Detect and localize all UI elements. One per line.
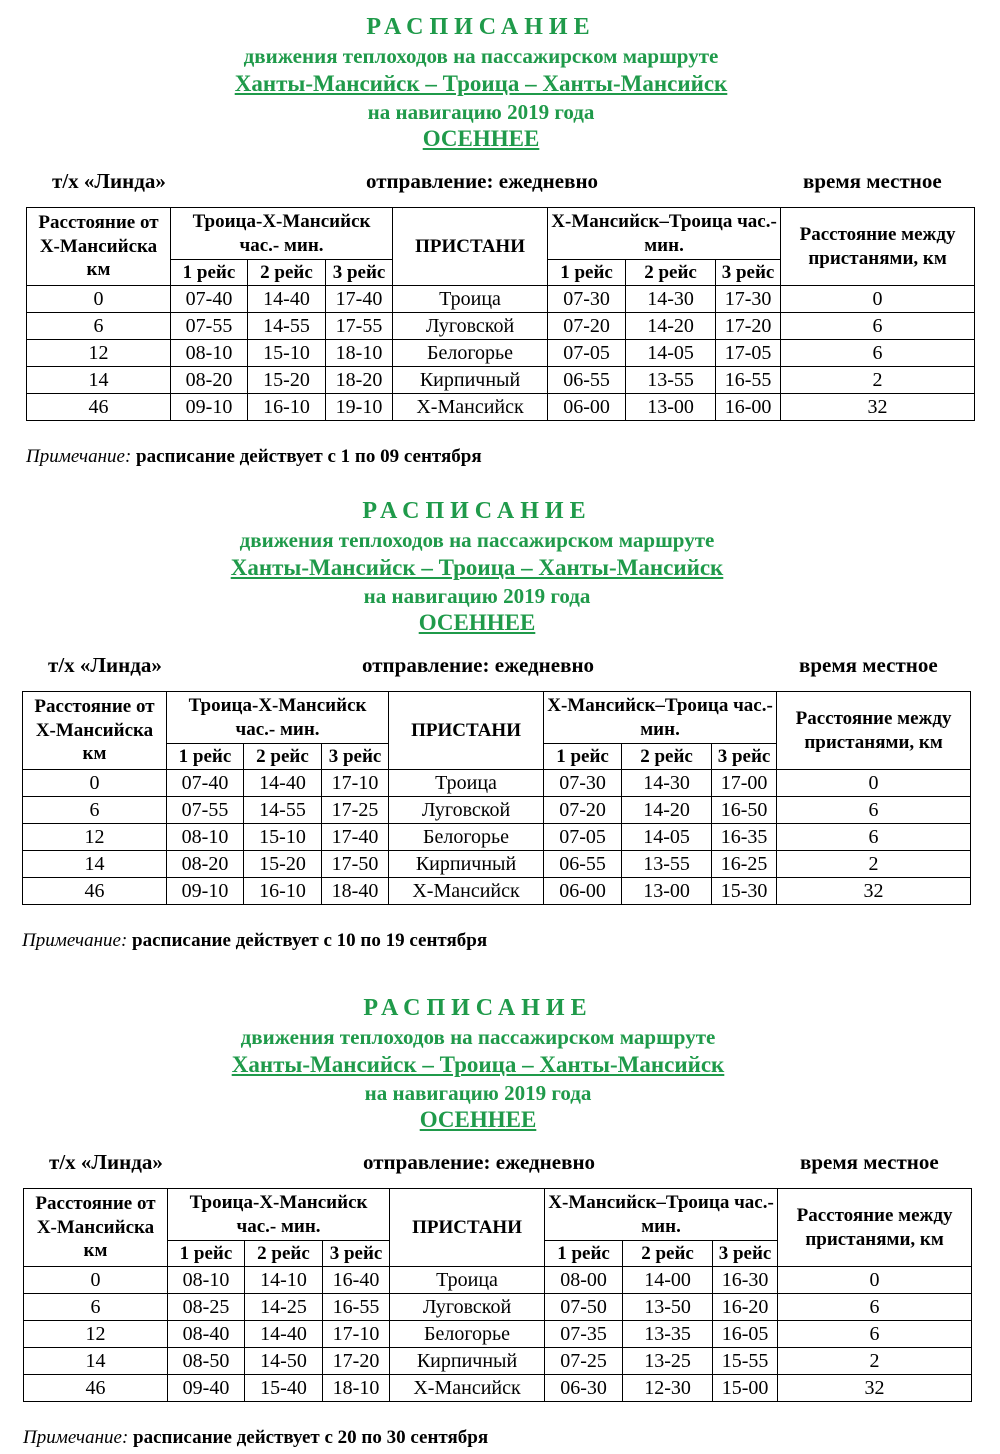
row-trip1-to-khm: 07-40: [171, 286, 248, 313]
row-trip2-to-khm: 14-25: [245, 1294, 323, 1321]
row-distance-between: 32: [778, 1375, 972, 1402]
row-trip2-to-troitsa: 14-00: [623, 1267, 713, 1294]
header-trip-3: 3 рейс: [322, 744, 389, 770]
table-row: [24, 1321, 972, 1348]
row-distance-between: 6: [778, 1294, 972, 1321]
row-trip2-to-khm: 15-10: [248, 340, 326, 367]
row-pier-name: Х-Мансийск: [390, 1375, 545, 1402]
row-distance-between: 2: [781, 367, 975, 394]
row-trip1-to-khm: 09-40: [168, 1375, 245, 1402]
table-row: [23, 824, 971, 851]
schedule-title: РАСПИСАНИЕ: [363, 995, 593, 1021]
row-trip3-to-khm: 17-25: [322, 797, 389, 824]
row-trip2-to-khm: 14-55: [244, 797, 322, 824]
navigation-year: на навигацию 2019 года: [367, 100, 595, 124]
row-trip3-to-khm: 17-10: [323, 1321, 390, 1348]
table-row: [23, 770, 971, 797]
header-trip-1: 1 рейс: [544, 744, 622, 770]
row-trip3-to-troitsa: 16-35: [712, 824, 777, 851]
row-trip1-to-troitsa: 07-30: [548, 286, 626, 313]
table-row: [27, 286, 975, 313]
schedule-note: [26, 446, 482, 468]
row-trip1-to-troitsa: 06-30: [545, 1375, 623, 1402]
row-trip2-to-khm: 15-40: [245, 1375, 323, 1402]
row-trip1-to-troitsa: 07-35: [545, 1321, 623, 1348]
table-row: [23, 878, 971, 905]
departure-info: отправление: ежедневно: [366, 169, 599, 193]
row-distance-between: 0: [781, 286, 975, 313]
time-note: время местное: [800, 1150, 939, 1174]
note-label: Примечание:: [26, 446, 132, 467]
header-trip-2: 2 рейс: [244, 744, 322, 770]
header-trip-2: 2 рейс: [623, 1241, 713, 1267]
row-trip2-to-khm: 14-40: [248, 286, 326, 313]
row-trip1-to-troitsa: 06-00: [544, 878, 622, 905]
row-pier-name: Белогорье: [390, 1321, 545, 1348]
row-distance-between: 6: [781, 340, 975, 367]
row-trip2-to-troitsa: 13-55: [622, 851, 712, 878]
row-distance-between: 0: [778, 1267, 972, 1294]
row-trip1-to-khm: 08-50: [168, 1348, 245, 1375]
row-trip1-to-khm: 07-55: [171, 313, 248, 340]
row-pier-name: Кирпичный: [389, 851, 544, 878]
route-name: Ханты-Мансийск – Троица – Ханты-Мансийск: [230, 555, 724, 580]
row-trip1-to-troitsa: 07-20: [544, 797, 622, 824]
schedule-subtitle: движения теплоходов на пассажирском маршруте: [239, 528, 715, 552]
row-pier-name: Кирпичный: [390, 1348, 545, 1375]
route-name: Ханты-Мансийск – Троица – Ханты-Мансийск: [231, 1052, 725, 1077]
note-text: расписание действует с 10 по 19 сентября: [132, 930, 488, 951]
row-pier-name: Троица: [390, 1267, 545, 1294]
table-row: [27, 313, 975, 340]
row-trip1-to-troitsa: 08-00: [545, 1267, 623, 1294]
row-trip2-to-troitsa: 14-30: [622, 770, 712, 797]
schedule-title: РАСПИСАНИЕ: [362, 498, 592, 524]
row-trip1-to-khm: 08-40: [168, 1321, 245, 1348]
row-distance-from: 0: [23, 770, 167, 797]
row-trip2-to-khm: 16-10: [244, 878, 322, 905]
note-text: расписание действует с 1 по 09 сентября: [136, 446, 482, 467]
row-trip1-to-khm: 08-20: [171, 367, 248, 394]
row-trip3-to-troitsa: 15-00: [713, 1375, 778, 1402]
ship-name: т/х «Линда»: [48, 653, 162, 677]
schedule-table: [23, 1188, 972, 1402]
row-trip2-to-khm: 14-40: [245, 1321, 323, 1348]
row-trip2-to-khm: 14-10: [245, 1267, 323, 1294]
route-name: Ханты-Мансийск – Троица – Ханты-Мансийск: [234, 71, 728, 96]
row-trip2-to-khm: 15-20: [244, 851, 322, 878]
row-trip1-to-khm: 08-10: [171, 340, 248, 367]
ship-name: т/х «Линда»: [49, 1150, 163, 1174]
row-trip3-to-khm: 17-40: [322, 824, 389, 851]
row-distance-from: 0: [24, 1267, 168, 1294]
row-pier-name: Троица: [393, 286, 548, 313]
row-distance-between: 2: [778, 1348, 972, 1375]
row-trip3-to-khm: 18-10: [323, 1375, 390, 1402]
row-trip2-to-troitsa: 14-20: [622, 797, 712, 824]
row-pier-name: Белогорье: [389, 824, 544, 851]
note-label: Примечание:: [22, 930, 128, 951]
row-trip1-to-troitsa: 06-55: [548, 367, 626, 394]
row-trip3-to-troitsa: 16-00: [716, 394, 781, 421]
header-trip-1: 1 рейс: [545, 1241, 623, 1267]
row-trip1-to-khm: 09-10: [167, 878, 244, 905]
row-distance-from: 12: [27, 340, 171, 367]
header-trip-3: 3 рейс: [716, 260, 781, 286]
row-distance-between: 32: [777, 878, 971, 905]
row-trip3-to-khm: 17-20: [323, 1348, 390, 1375]
row-trip3-to-troitsa: 16-50: [712, 797, 777, 824]
row-trip1-to-khm: 09-10: [171, 394, 248, 421]
row-distance-from: 46: [24, 1375, 168, 1402]
row-trip2-to-troitsa: 13-00: [626, 394, 716, 421]
row-trip3-to-khm: 18-20: [326, 367, 393, 394]
header-trip-3: 3 рейс: [713, 1241, 778, 1267]
season-label: ОСЕННЕЕ: [422, 126, 540, 151]
row-distance-between: 6: [777, 824, 971, 851]
header-trip-1: 1 рейс: [548, 260, 626, 286]
ship-name: т/х «Линда»: [52, 169, 166, 193]
table-row: [23, 797, 971, 824]
row-trip1-to-troitsa: 06-55: [544, 851, 622, 878]
header-piers: ПРИСТАНИ: [390, 1189, 545, 1267]
header-direction-to-troitsa: Х-Мансийск–Троица час.- мин.: [544, 692, 777, 744]
row-distance-from: 14: [27, 367, 171, 394]
row-distance-between: 6: [778, 1321, 972, 1348]
row-distance-from: 46: [27, 394, 171, 421]
schedule-table: [26, 207, 975, 421]
row-distance-between: 32: [781, 394, 975, 421]
row-pier-name: Х-Мансийск: [389, 878, 544, 905]
header-direction-to-troitsa: Х-Мансийск–Троица час.- мин.: [548, 208, 781, 260]
row-distance-between: 2: [777, 851, 971, 878]
table-row: [24, 1348, 972, 1375]
row-pier-name: Луговской: [393, 313, 548, 340]
row-trip2-to-khm: 14-40: [244, 770, 322, 797]
header-direction-to-khm: Троица-Х-Мансийск час.- мин.: [167, 692, 389, 744]
row-distance-from: 6: [24, 1294, 168, 1321]
row-trip1-to-khm: 07-55: [167, 797, 244, 824]
schedule-subtitle: движения теплоходов на пассажирском маршруте: [240, 1025, 716, 1049]
navigation-year: на навигацию 2019 года: [364, 1081, 592, 1105]
row-distance-from: 12: [23, 824, 167, 851]
row-trip2-to-khm: 14-55: [248, 313, 326, 340]
row-trip3-to-troitsa: 16-20: [713, 1294, 778, 1321]
row-trip2-to-troitsa: 13-50: [623, 1294, 713, 1321]
row-pier-name: Троица: [389, 770, 544, 797]
table-row: [24, 1294, 972, 1321]
row-distance-from: 0: [27, 286, 171, 313]
header-direction-to-khm: Троица-Х-Мансийск час.- мин.: [168, 1189, 390, 1241]
header-direction-to-khm: Троица-Х-Мансийск час.- мин.: [171, 208, 393, 260]
row-trip3-to-troitsa: 16-55: [716, 367, 781, 394]
row-trip1-to-khm: 07-40: [167, 770, 244, 797]
row-trip3-to-khm: 19-10: [326, 394, 393, 421]
header-trip-2: 2 рейс: [248, 260, 326, 286]
navigation-year: на навигацию 2019 года: [363, 584, 591, 608]
season-label: ОСЕННЕЕ: [419, 1107, 537, 1132]
row-pier-name: Луговской: [389, 797, 544, 824]
header-trip-3: 3 рейс: [326, 260, 393, 286]
row-trip3-to-troitsa: 16-25: [712, 851, 777, 878]
row-trip2-to-troitsa: 14-30: [626, 286, 716, 313]
header-piers: ПРИСТАНИ: [393, 208, 548, 286]
note-label: Примечание:: [23, 1427, 129, 1448]
row-trip1-to-khm: 08-20: [167, 851, 244, 878]
row-trip3-to-khm: 18-10: [326, 340, 393, 367]
row-trip1-to-troitsa: 07-30: [544, 770, 622, 797]
row-distance-from: 6: [27, 313, 171, 340]
row-trip1-to-khm: 08-10: [167, 824, 244, 851]
row-trip3-to-troitsa: 16-30: [713, 1267, 778, 1294]
season-label: ОСЕННЕЕ: [418, 610, 536, 635]
schedule-note: [22, 930, 487, 952]
row-trip1-to-troitsa: 07-05: [548, 340, 626, 367]
table-row: [27, 367, 975, 394]
departure-info: отправление: ежедневно: [363, 1150, 596, 1174]
header-distance-between: Расстояние между пристанями, км: [778, 1189, 972, 1267]
row-distance-from: 6: [23, 797, 167, 824]
row-trip1-to-troitsa: 07-20: [548, 313, 626, 340]
header-piers: ПРИСТАНИ: [389, 692, 544, 770]
row-pier-name: Луговской: [390, 1294, 545, 1321]
row-trip1-to-troitsa: 07-25: [545, 1348, 623, 1375]
row-trip2-to-troitsa: 13-55: [626, 367, 716, 394]
row-trip3-to-troitsa: 17-20: [716, 313, 781, 340]
header-distance-between: Расстояние между пристанями, км: [781, 208, 975, 286]
row-trip3-to-khm: 16-40: [323, 1267, 390, 1294]
header-distance-from: Расстояние от Х-Мансийска км: [23, 692, 167, 770]
row-trip3-to-khm: 17-55: [326, 313, 393, 340]
row-trip2-to-khm: 15-10: [244, 824, 322, 851]
row-trip2-to-troitsa: 13-25: [623, 1348, 713, 1375]
row-pier-name: Х-Мансийск: [393, 394, 548, 421]
row-trip2-to-troitsa: 14-05: [626, 340, 716, 367]
header-trip-1: 1 рейс: [168, 1241, 245, 1267]
time-note: время местное: [799, 653, 938, 677]
row-trip2-to-troitsa: 12-30: [623, 1375, 713, 1402]
header-trip-2: 2 рейс: [245, 1241, 323, 1267]
row-trip1-to-troitsa: 07-50: [545, 1294, 623, 1321]
row-trip3-to-troitsa: 17-30: [716, 286, 781, 313]
row-trip1-to-khm: 08-25: [168, 1294, 245, 1321]
row-trip3-to-troitsa: 17-05: [716, 340, 781, 367]
header-trip-2: 2 рейс: [626, 260, 716, 286]
table-row: [27, 340, 975, 367]
table-row: [24, 1267, 972, 1294]
row-distance-from: 46: [23, 878, 167, 905]
row-trip3-to-khm: 17-10: [322, 770, 389, 797]
schedule-note: [23, 1427, 488, 1449]
row-trip2-to-khm: 16-10: [248, 394, 326, 421]
row-trip3-to-troitsa: 15-30: [712, 878, 777, 905]
row-trip1-to-troitsa: 07-05: [544, 824, 622, 851]
row-trip2-to-troitsa: 13-35: [623, 1321, 713, 1348]
row-trip3-to-khm: 18-40: [322, 878, 389, 905]
row-trip2-to-khm: 14-50: [245, 1348, 323, 1375]
schedule-table: [22, 691, 971, 905]
row-trip1-to-khm: 08-10: [168, 1267, 245, 1294]
row-trip3-to-troitsa: 16-05: [713, 1321, 778, 1348]
table-row: [27, 394, 975, 421]
row-distance-from: 14: [24, 1348, 168, 1375]
row-trip3-to-khm: 16-55: [323, 1294, 390, 1321]
row-distance-between: 6: [777, 797, 971, 824]
row-distance-from: 14: [23, 851, 167, 878]
row-trip2-to-troitsa: 13-00: [622, 878, 712, 905]
header-trip-3: 3 рейс: [323, 1241, 390, 1267]
header-direction-to-troitsa: Х-Мансийск–Троица час.- мин.: [545, 1189, 778, 1241]
row-distance-between: 0: [777, 770, 971, 797]
header-distance-from: Расстояние от Х-Мансийска км: [27, 208, 171, 286]
row-trip3-to-troitsa: 15-55: [713, 1348, 778, 1375]
header-trip-1: 1 рейс: [167, 744, 244, 770]
table-row: [24, 1375, 972, 1402]
schedule-title: РАСПИСАНИЕ: [366, 14, 596, 40]
row-trip2-to-khm: 15-20: [248, 367, 326, 394]
row-trip2-to-troitsa: 14-05: [622, 824, 712, 851]
header-distance-between: Расстояние между пристанями, км: [777, 692, 971, 770]
header-trip-1: 1 рейс: [171, 260, 248, 286]
row-pier-name: Белогорье: [393, 340, 548, 367]
header-trip-3: 3 рейс: [712, 744, 777, 770]
departure-info: отправление: ежедневно: [362, 653, 595, 677]
row-trip1-to-troitsa: 06-00: [548, 394, 626, 421]
header-trip-2: 2 рейс: [622, 744, 712, 770]
row-trip3-to-troitsa: 17-00: [712, 770, 777, 797]
row-trip2-to-troitsa: 14-20: [626, 313, 716, 340]
row-distance-from: 12: [24, 1321, 168, 1348]
header-distance-from: Расстояние от Х-Мансийска км: [24, 1189, 168, 1267]
row-trip3-to-khm: 17-50: [322, 851, 389, 878]
time-note: время местное: [803, 169, 942, 193]
row-distance-between: 6: [781, 313, 975, 340]
table-row: [23, 851, 971, 878]
row-trip3-to-khm: 17-40: [326, 286, 393, 313]
note-text: расписание действует с 20 по 30 сентября: [133, 1427, 489, 1448]
row-pier-name: Кирпичный: [393, 367, 548, 394]
schedule-subtitle: движения теплоходов на пассажирском маршруте: [243, 44, 719, 68]
